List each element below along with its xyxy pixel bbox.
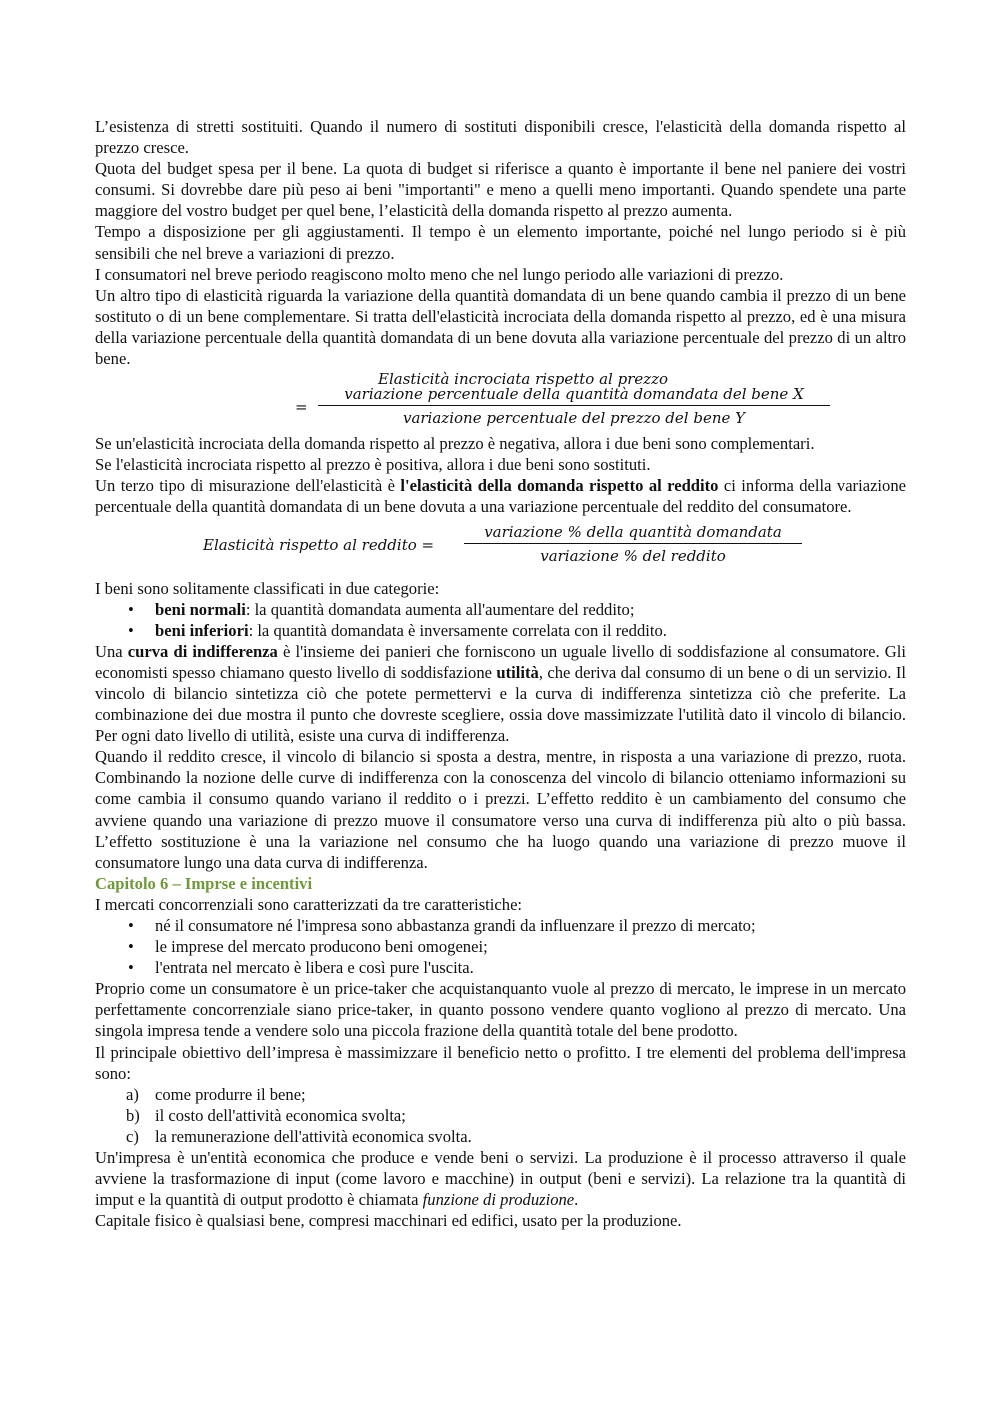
- chapter-heading: Capitolo 6 – Imprse e incentivi: [95, 873, 313, 893]
- list-item-text: l'entrata nel mercato è libera e così pure l'uscita.: [155, 958, 474, 978]
- paragraph-cross-elasticity: Un altro tipo di elasticità riguarda la variazione della quantità domandata di un bene quando cambia il prezzo di un bene sostituto o di un bene complementare. Si tratta dell'elasticità incrociata della domanda rispetto al prezzo, ed è una misura della variazione percentuale della quantità domandata di un bene dovuta alla variazione percentuale del prezzo di un altro bene.: [95, 285, 906, 369]
- list-marker: c): [126, 1126, 139, 1146]
- list-item-text: il costo dell'attività economica svolta;: [155, 1105, 406, 1125]
- income-elasticity-formula: [95, 518, 906, 578]
- list-item: [95, 957, 906, 978]
- formula-denominator: variazione % del reddito: [540, 546, 726, 565]
- paragraph-income-elasticity: [95, 475, 906, 517]
- list-item: [95, 620, 906, 641]
- paragraph-substitutes-positive: Se l'elasticità incrociata rispetto al prezzo è positiva, allora i due beni sono sostituti.: [95, 455, 651, 475]
- formula-lhs: Elasticità incrociata rispetto al prezzo: [378, 370, 669, 389]
- list-item-text: : la quantità domandata è inversamente correlata con il reddito.: [248, 620, 667, 640]
- bullet-icon: •: [128, 916, 134, 935]
- text-span: Un terzo tipo di misurazione dell'elasticità è: [95, 476, 401, 496]
- bullet-icon: •: [128, 620, 134, 640]
- list-item-text: né il consumatore né l'impresa sono abbastanza grandi da influenzare il prezzo di mercato;: [155, 916, 756, 935]
- list-item: [95, 1126, 906, 1147]
- market-characteristics-list: [95, 915, 906, 978]
- paragraph-short-run: I consumatori nel breve periodo reagiscono molto meno che nel lungo periodo alle variazioni di prezzo.: [95, 264, 784, 284]
- text-span: Un'impresa è un'entità economica che produce e vende beni o servizi. La produzione è il processo attraverso il quale avviene la trasformazione di input (come lavoro e macchine) in output (beni e servizi). La relazione tra la quantità di imput e la quantità di output prodotto è chiamata: [95, 1148, 906, 1210]
- list-item-text: : la quantità domandata aumenta all'aumentare del reddito;: [245, 599, 635, 619]
- bold-term: beni inferiori: [155, 620, 249, 640]
- list-item: [95, 915, 906, 936]
- paragraph-production-function: [95, 1147, 906, 1210]
- text-span: Una: [95, 641, 128, 661]
- bold-term: beni normali: [155, 599, 246, 619]
- paragraph-indifference-curve: [95, 641, 906, 746]
- list-marker: b): [126, 1105, 140, 1125]
- firm-problem-list: [95, 1084, 906, 1147]
- goods-list: [95, 599, 906, 641]
- paragraph-physical-capital: Capitale fisico è qualsiasi bene, compresi macchinari ed edifici, usato per la produzione.: [95, 1211, 682, 1231]
- list-item-text: le imprese del mercato producono beni omogenei;: [155, 937, 488, 957]
- formula-fraction: [464, 522, 802, 567]
- list-item-text: come produrre il bene;: [155, 1084, 306, 1104]
- paragraph-budget-share: Quota del budget spesa per il bene. La quota di budget si riferisce a quanto è importante il bene nel paniere dei vostri consumi. Si dovrebbe dare più peso ai beni "importanti" e meno a quelli meno importanti. Quando spendete una parte maggiore del vostro budget per quel bene, l’elasticità della domanda rispetto al prezzo aumenta.: [95, 159, 906, 221]
- list-item: [95, 1105, 906, 1126]
- paragraph-income-effect: Quando il reddito cresce, il vincolo di bilancio si sposta a destra, mentre, in risposta a una variazione di prezzo, ruota. Combinando la nozione delle curve di indifferenza con la conoscenza del vincolo di bilancio otteniamo informazioni su come cambia il consumo quando variano il reddito o i prezzi. L’effetto reddito è un cambiamento del consumo che avviene quando una variazione di prezzo muove il consumatore verso una curva di indifferenza più alto o più bassa. L’effetto sostituzione è una la variazione nel consumo che ha luogo quando una variazione di prezzo muove il consumatore lungo una data curva di indifferenza.: [95, 747, 906, 872]
- bullet-icon: •: [128, 958, 134, 978]
- text-span: , che deriva dal consumo di un bene o di un servizio. Il vincolo di bilancio sintetizza ciò che potete permettervi e la curva di indifferenza sintetizza ciò che preferite. La combinazione dei due mostra il punto che dovreste scegliere, ossia dove massimizzate l'utilità dato il vincolo di bilancio. Per ogni dato livello di utilità, esiste una curva di indifferenza.: [95, 662, 906, 746]
- text-span: .: [574, 1190, 579, 1210]
- paragraph-substitutes: L’esistenza di stretti sostituiti. Quando il numero di sostituti disponibili cresce, l'elasticità della domanda rispetto al prezzo cresce.: [95, 117, 906, 158]
- cross-elasticity-formula: [95, 369, 906, 433]
- bullet-icon: •: [128, 599, 134, 619]
- list-item: [95, 1084, 906, 1105]
- bold-term: curva di indifferenza: [127, 641, 278, 661]
- formula-fraction: [318, 384, 830, 429]
- formula-numerator: variazione % della quantità domandata: [464, 522, 802, 544]
- text-span: ci informa della variazione percentuale della quantità domandata di un bene dovuta a una variazione percentuale del reddito del consumatore.: [95, 476, 906, 517]
- bullet-icon: •: [128, 937, 134, 957]
- paragraph-price-taker: Proprio come un consumatore è un price-taker che acquistanquanto vuole al prezzo di mercato, le imprese in un mercato perfettamente concorrenziale siano price-taker, in quanto possono vendere quanto vogliono al prezzo di mercato. Una singola impresa tende a vendere solo una piccola frazione della quantità totale del bene prodotto.: [95, 979, 906, 1041]
- formula-equals: =: [295, 398, 308, 417]
- bold-term: l'elasticità della domanda rispetto al reddito: [400, 476, 719, 496]
- paragraph-firm-objective: Il principale obiettivo dell’impresa è massimizzare il beneficio netto o profitto. I tre elementi del problema dell'impresa sono:: [95, 1042, 906, 1083]
- italic-term: funzione di produzione: [422, 1190, 575, 1210]
- paragraph-time-adjustment: Tempo a disposizione per gli aggiustamenti. Il tempo è un elemento importante, poiché nel lungo periodo si è più sensibili che nel breve a variazioni di prezzo.: [95, 222, 906, 263]
- paragraph-competitive-markets: I mercati concorrenziali sono caratterizzati da tre caratteristiche:: [95, 894, 523, 914]
- bold-term: utilità: [496, 662, 539, 682]
- formula-denominator: variazione percentuale del prezzo del bene Y: [402, 409, 746, 428]
- list-item-text: la remunerazione dell'attività economica svolta.: [155, 1126, 472, 1146]
- paragraph-complementary: Se un'elasticità incrociata della domanda rispetto al prezzo è negativa, allora i due beni sono complementari.: [95, 434, 815, 454]
- list-item: [95, 599, 906, 620]
- paragraph-goods-categories: I beni sono solitamente classificati in due categorie:: [95, 578, 440, 598]
- formula-numerator: variazione percentuale della quantità domandata del bene X: [318, 384, 830, 406]
- list-item: [95, 936, 906, 957]
- list-marker: a): [126, 1084, 139, 1104]
- formula-lhs: Elasticità rispetto al reddito =: [203, 535, 435, 554]
- text-span: è l'insieme dei panieri che forniscono un uguale livello di soddisfazione al consumatore. Gli economisti spesso chiamano questo livello di soddisfazione: [95, 641, 907, 682]
